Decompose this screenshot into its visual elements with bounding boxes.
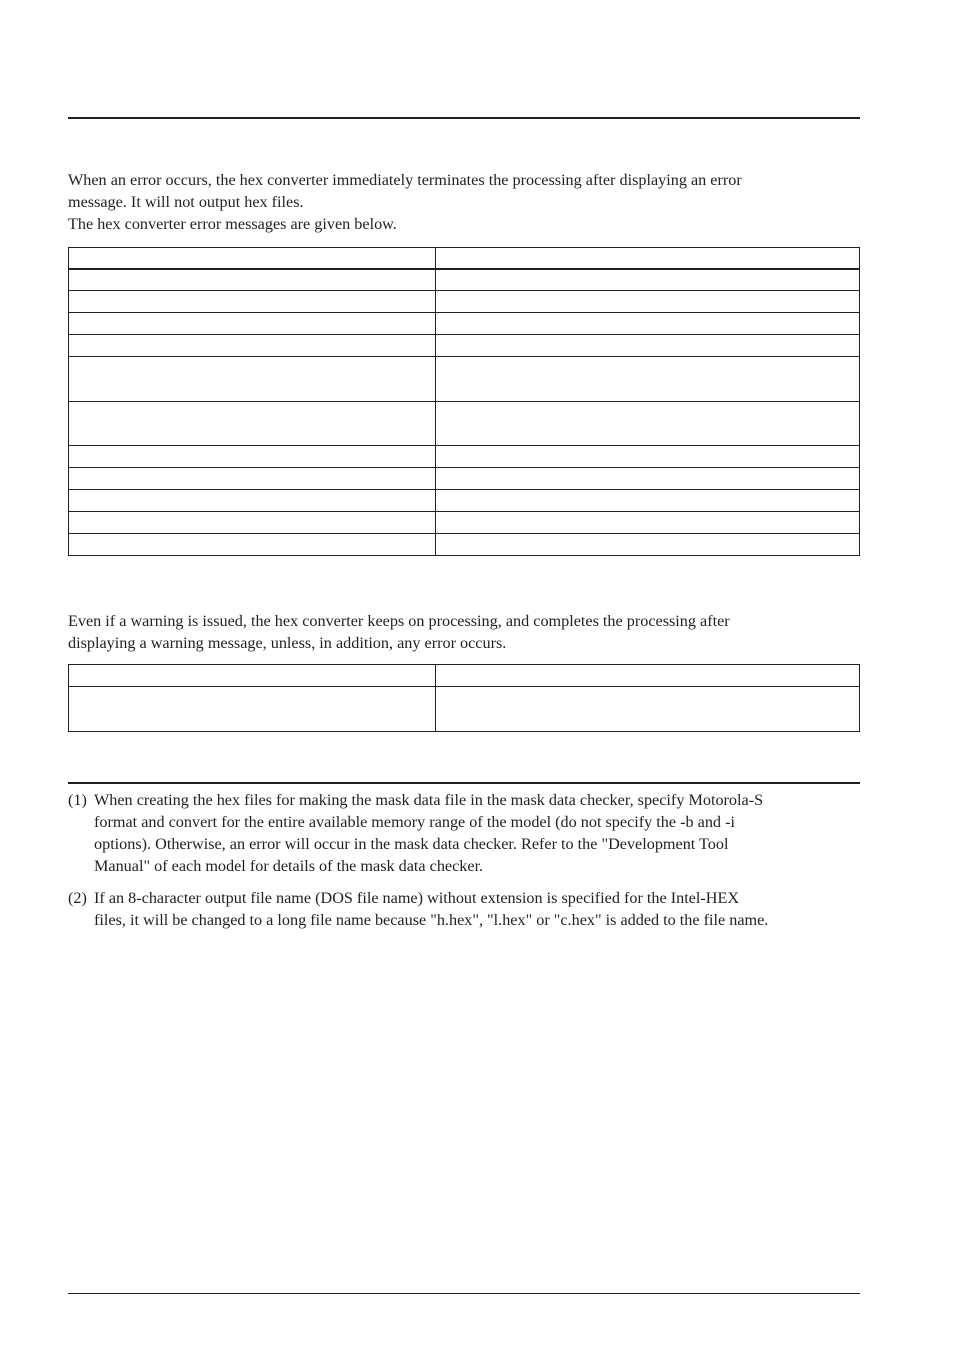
table-cell <box>69 357 436 402</box>
table-cell <box>436 291 860 313</box>
header-cell <box>436 248 860 269</box>
text-line: message. It will not output hex files. <box>68 193 304 211</box>
text-line: files, it will be changed to a long file name because "h.hex", "l.hex" or "c.hex" is added to the file name. <box>94 911 769 929</box>
table-header-row <box>69 248 860 269</box>
table-cell <box>69 269 436 291</box>
table-cell <box>69 490 436 512</box>
note-number: (2) <box>68 889 87 907</box>
table-row <box>69 446 860 468</box>
table-row <box>69 468 860 490</box>
table-row <box>69 291 860 313</box>
table-header-row <box>69 665 860 687</box>
table-cell <box>69 468 436 490</box>
header-cell <box>69 248 436 269</box>
header-cell <box>436 665 860 687</box>
table-cell <box>436 512 860 534</box>
table-row <box>69 357 860 402</box>
top-rule <box>68 117 860 119</box>
text-line: If an 8-character output file name (DOS file name) without extension is specified for the Intel-HEX <box>94 889 740 907</box>
table-cell <box>436 335 860 357</box>
table-cell <box>69 512 436 534</box>
table-cell <box>436 269 860 291</box>
table-row <box>69 335 860 357</box>
text-line: format and convert for the entire available memory range of the model (do not specify the -b and -i <box>94 813 735 831</box>
header-cell <box>69 665 436 687</box>
table-cell <box>436 402 860 446</box>
table-row <box>69 402 860 446</box>
table-row <box>69 687 860 732</box>
note-body <box>94 789 763 877</box>
note-2 <box>68 887 868 931</box>
error-message-table <box>68 247 860 556</box>
error-intro-paragraph <box>68 169 860 235</box>
table-cell <box>69 687 436 732</box>
text-line: options). Otherwise, an error will occur in the mask data checker. Refer to the "Development Tool <box>94 835 729 853</box>
table-row <box>69 512 860 534</box>
text-line: Even if a warning is issued, the hex converter keeps on processing, and completes the processing after <box>68 612 730 630</box>
text-line: displaying a warning message, unless, in addition, any error occurs. <box>68 634 507 652</box>
table-cell <box>69 534 436 556</box>
table-cell <box>69 402 436 446</box>
warning-message-table <box>68 664 860 732</box>
warning-intro-paragraph <box>68 610 860 654</box>
table-row <box>69 534 860 556</box>
table-cell <box>436 490 860 512</box>
table-row <box>69 490 860 512</box>
table-cell <box>436 313 860 335</box>
table-cell <box>436 446 860 468</box>
text-line: Manual" of each model for details of the mask data checker. <box>94 857 484 875</box>
note-1 <box>68 789 868 877</box>
table-cell <box>436 534 860 556</box>
note-body <box>94 887 768 931</box>
table-row <box>69 313 860 335</box>
note-number: (1) <box>68 791 87 809</box>
table-cell <box>436 357 860 402</box>
table-cell <box>69 313 436 335</box>
table-cell <box>69 291 436 313</box>
notes-rule <box>68 782 860 784</box>
text-line: When creating the hex files for making the mask data file in the mask data checker, specify Motorola-S <box>94 791 764 809</box>
text-line: The hex converter error messages are given below. <box>68 215 397 233</box>
table-cell <box>436 468 860 490</box>
table-cell <box>69 446 436 468</box>
table-row <box>69 269 860 291</box>
footer-rule <box>68 1293 860 1294</box>
text-line: When an error occurs, the hex converter immediately terminates the processing after displaying an error <box>68 171 742 189</box>
table-cell <box>69 335 436 357</box>
table-cell <box>436 687 860 732</box>
